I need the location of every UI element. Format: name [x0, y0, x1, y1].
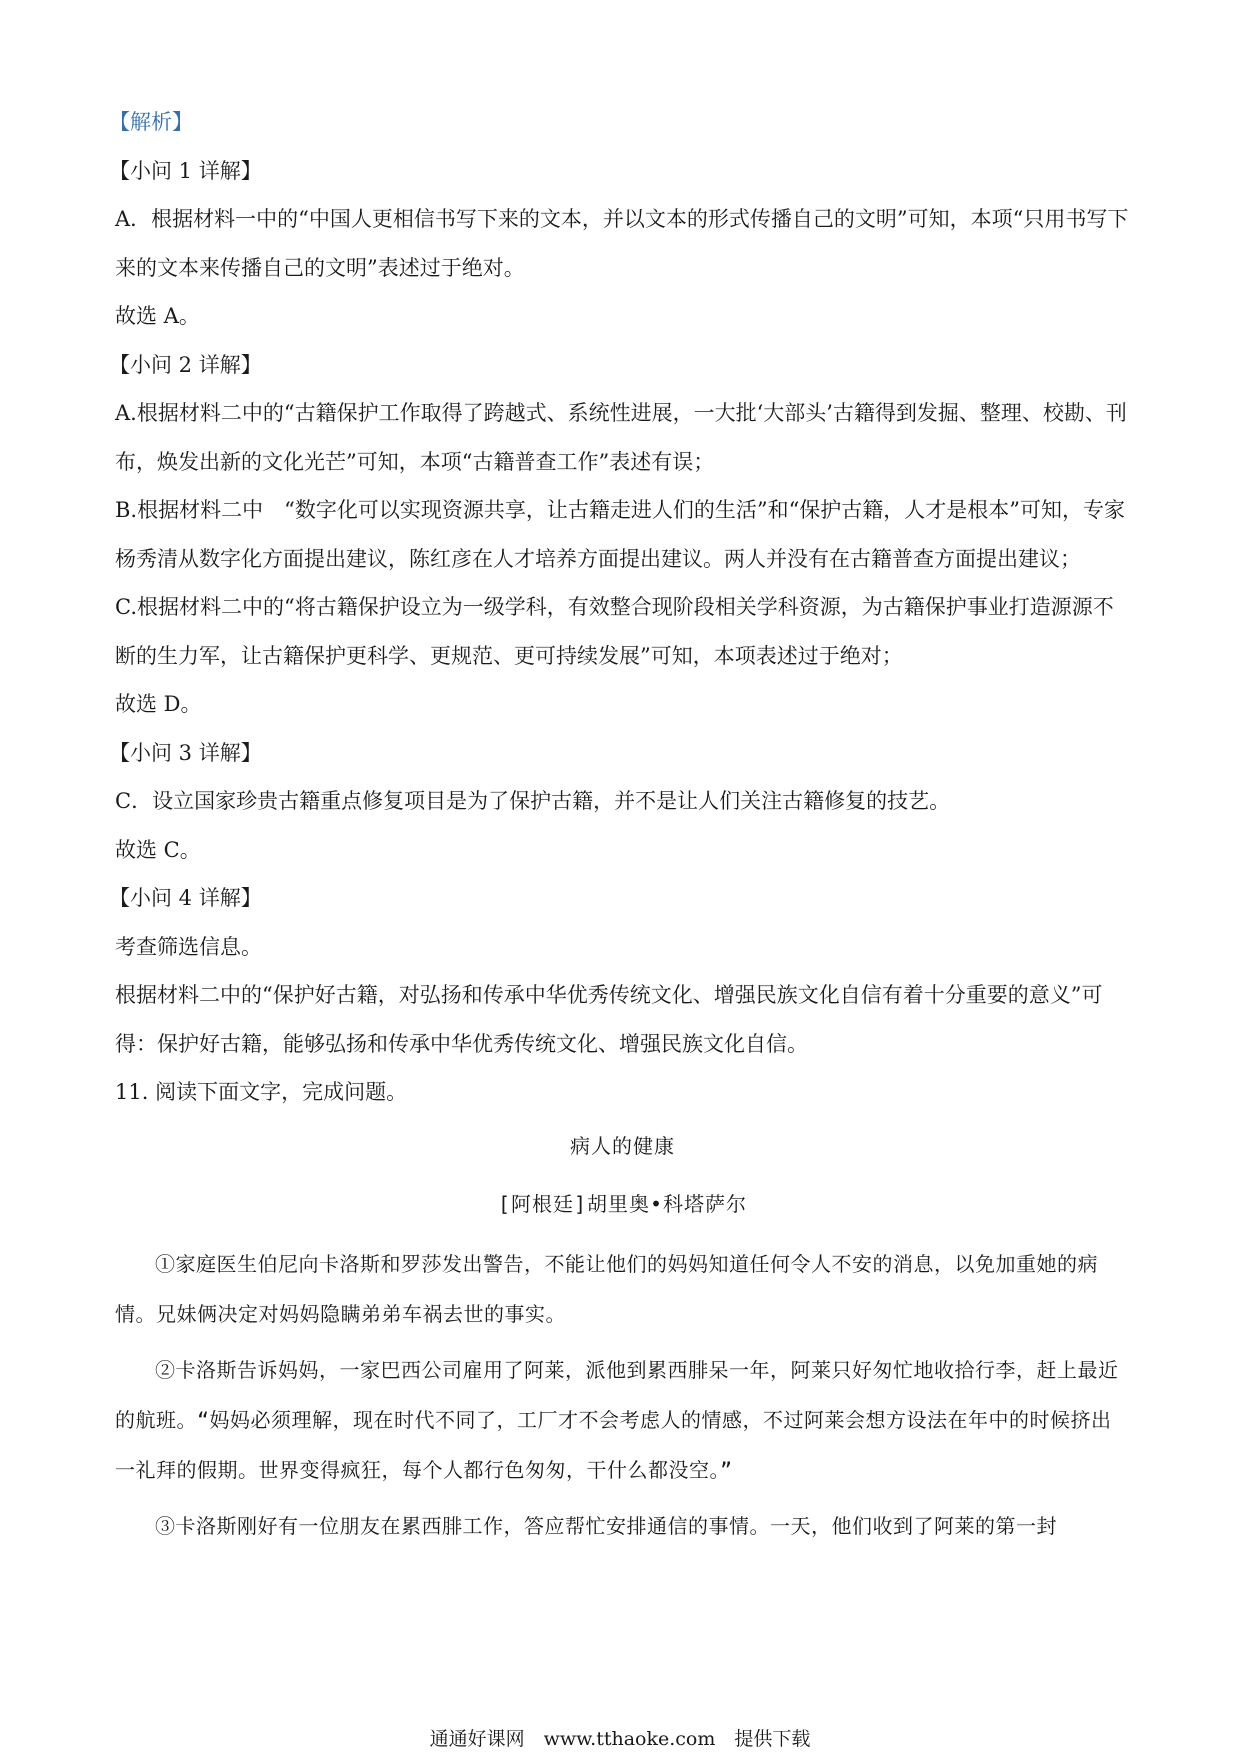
story-title: 病人的健康 — [570, 1133, 675, 1158]
q3-answer: 故选 C。 — [115, 837, 201, 862]
q4-text: 根据材料二中的“保护好古籍，对弘扬和传承中华优秀传统文化、增强民族文化自信有着十分重要的意义”可得：保护好古籍，能够弘扬和传承中华优秀传统文化、增强民族文化自信。 — [115, 983, 1103, 1056]
document-body — [109, 98, 1130, 1551]
q4-intro: 考查筛选信息。 — [115, 934, 262, 959]
q2-option-b: B.根据材料二中 “数字化可以实现资源共享，让古籍走进人们的生活”和“保护古籍，人才是根本”可知，专家杨秀清从数字化方面提出建议，陈红彦在人才培养方面提出建议。两人并没有在古籍普查方面提出建议； — [115, 498, 1126, 571]
q1-answer: 故选 A。 — [115, 304, 200, 328]
story-paragraph-1: ①家庭医生伯尼向卡洛斯和罗莎发出警告，不能让他们的妈妈知道任何令人不安的消息，以免加重她的病情。兄妹俩决定对妈妈隐瞒弟弟车祸去世的事实。 — [115, 1251, 1098, 1326]
story-author: [阿根廷]胡里奥•科塔萨尔 — [497, 1191, 748, 1216]
q11-prompt: 11. 阅读下面文字，完成问题。 — [115, 1080, 408, 1104]
q4-heading: 【小问 4 详解】 — [109, 886, 262, 910]
q3-text: C．设立国家珍贵古籍重点修复项目是为了保护古籍，并不是让人们关注古籍修复的技艺。 — [115, 789, 951, 813]
q2-answer: 故选 D。 — [115, 692, 202, 716]
q3-heading: 【小问 3 详解】 — [109, 740, 262, 765]
story-paragraph-3: ③卡洛斯刚好有一位朋友在累西腓工作，答应帮忙安排通信的事情。一天，他们收到了阿莱的第一封 — [155, 1513, 1057, 1538]
q1-heading: 【小问 1 详解】 — [109, 158, 262, 183]
page-footer: 通通好课网 www.tthaoke.com 提供下载 — [429, 1728, 811, 1750]
story-paragraph-2: ②卡洛斯告诉妈妈，一家巴西公司雇用了阿莱，派他到累西腓呆一年，阿莱只好匆忙地收拾行李，赶上最近的航班。“妈妈必须理解，现在时代不同了，工厂才不会考虑人的情感，不过阿莱会想方设法在年中的时候挤出一礼拜的假期。世界变得疯狂，每个人都行色匆匆，干什么都没空。” — [115, 1357, 1119, 1482]
q2-option-c: C.根据材料二中的“将古籍保护设立为一级学科，有效整合现阶段相关学科资源，为古籍保护事业打造源源不断的生力军，让古籍保护更科学、更规范、更可持续发展”可知，本项表述过于绝对； — [115, 595, 1114, 668]
q2-option-a: A.根据材料二中的“古籍保护工作取得了跨越式、系统性进展，一大批‘大部头’古籍得到发掘、整理、校勘、刊布，焕发出新的文化光芒”可知，本项“古籍普查工作”表述有误； — [115, 401, 1127, 474]
q2-heading: 【小问 2 详解】 — [109, 352, 262, 377]
analysis-heading: 【解析】 — [109, 110, 193, 134]
q1-text: A．根据材料一中的“中国人更相信书写下来的文本，并以文本的形式传播自己的文明”可知，本项“只用书写下来的文本来传播自己的文明”表述过于绝对。 — [115, 207, 1129, 280]
